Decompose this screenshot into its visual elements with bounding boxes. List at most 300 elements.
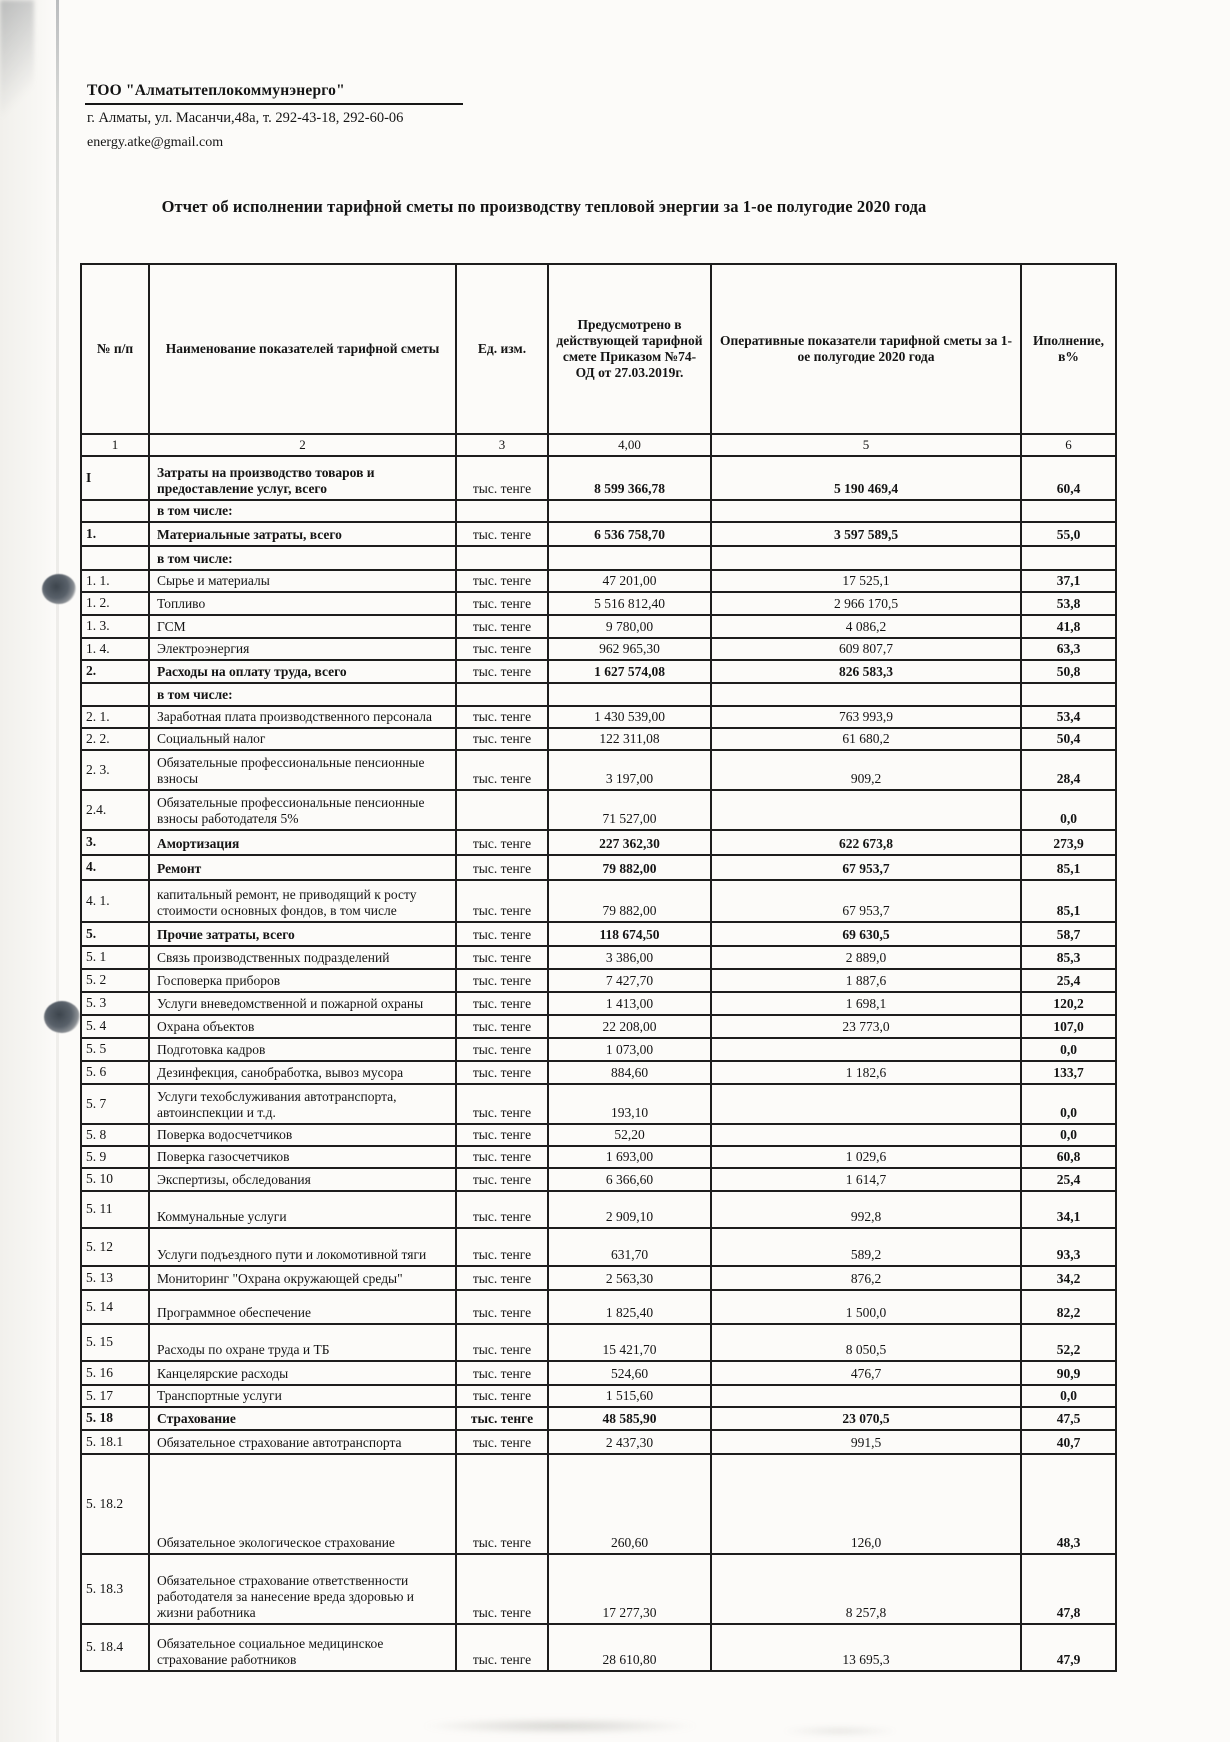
table-row: [81, 790, 1116, 830]
cell-fact: 609 807,7: [711, 638, 1021, 660]
cell-pct: 50,4: [1021, 728, 1116, 750]
cell-unit: тыс. тенге: [456, 456, 548, 500]
cell-name: Услуги вневедомственной и пожарной охраны: [149, 992, 456, 1015]
column-number: 1: [81, 434, 149, 456]
cell-pct: 0,0: [1021, 1084, 1116, 1124]
cell-num: 2. 1.: [81, 706, 149, 728]
cell-name: Прочие затраты, всего: [149, 922, 456, 946]
cell-num: 5. 17: [81, 1385, 149, 1407]
cell-name: Поверка газосчетчиков: [149, 1146, 456, 1168]
cell-num: 5. 14: [81, 1290, 149, 1324]
cell-fact: 992,8: [711, 1191, 1021, 1228]
table-row: [81, 1124, 1116, 1146]
cell-unit: тыс. тенге: [456, 728, 548, 750]
cell-unit: тыс. тенге: [456, 1430, 548, 1454]
col-header-actual: Оперативные показатели тарифной сметы за 1-ое полугодие 2020 года: [711, 264, 1021, 434]
cell-fact: 126,0: [711, 1454, 1021, 1554]
table-row: [81, 922, 1116, 946]
cell-pct: 50,8: [1021, 660, 1116, 683]
col-header-planned: Предусмотрено в действующей тарифной смете Приказом №74-ОД от 27.03.2019г.: [548, 264, 711, 434]
cell-fact: [711, 1084, 1021, 1124]
cell-unit: тыс. тенге: [456, 750, 548, 790]
cell-plan: 3 197,00: [548, 750, 711, 790]
cell-name: Обязательное экологическое страхование: [149, 1454, 456, 1554]
cell-num: 5. 7: [81, 1084, 149, 1124]
cell-plan: 1 413,00: [548, 992, 711, 1015]
cell-unit: тыс. тенге: [456, 1361, 548, 1385]
cell-fact: 61 680,2: [711, 728, 1021, 750]
cell-pct: 47,8: [1021, 1554, 1116, 1624]
cell-name: Охрана объектов: [149, 1015, 456, 1038]
cell-plan: 9 780,00: [548, 615, 711, 638]
table-row: [81, 750, 1116, 790]
table-row: [81, 728, 1116, 750]
cell-unit: тыс. тенге: [456, 638, 548, 660]
cell-plan: 631,70: [548, 1228, 711, 1266]
cell-num: 1. 4.: [81, 638, 149, 660]
table-row: [81, 1266, 1116, 1290]
cell-name: Поверка водосчетчиков: [149, 1124, 456, 1146]
table-row: [81, 969, 1116, 992]
cell-pct: 28,4: [1021, 750, 1116, 790]
cell-fact: 4 086,2: [711, 615, 1021, 638]
cell-name: Программное обеспечение: [149, 1290, 456, 1324]
cell-unit: тыс. тенге: [456, 1554, 548, 1624]
cell-unit: тыс. тенге: [456, 1454, 548, 1554]
cell-name: Дезинфекция, санобработка, вывоз мусора: [149, 1061, 456, 1084]
cell-fact: 8 050,5: [711, 1324, 1021, 1361]
cell-fact: 1 182,6: [711, 1061, 1021, 1084]
cell-unit: тыс. тенге: [456, 830, 548, 855]
column-number-row: [81, 434, 1116, 456]
cell-name: ГСМ: [149, 615, 456, 638]
cell-unit: тыс. тенге: [456, 1228, 548, 1266]
cell-fact: 23 070,5: [711, 1407, 1021, 1430]
table-row: [81, 1407, 1116, 1430]
cell-unit: [456, 683, 548, 706]
cell-name: в том числе:: [149, 546, 456, 570]
cell-pct: 25,4: [1021, 1168, 1116, 1191]
cell-plan: 5 516 812,40: [548, 592, 711, 615]
cell-name: Коммунальные услуги: [149, 1191, 456, 1228]
cell-unit: тыс. тенге: [456, 1407, 548, 1430]
scan-corner-smudge: [0, 0, 34, 140]
table-row: [81, 638, 1116, 660]
cell-unit: тыс. тенге: [456, 969, 548, 992]
cell-plan: 1 693,00: [548, 1146, 711, 1168]
col-header-percent: Иполнение, в%: [1021, 264, 1116, 434]
cell-num: 4.: [81, 855, 149, 880]
cell-fact: 23 773,0: [711, 1015, 1021, 1038]
cell-plan: 15 421,70: [548, 1324, 711, 1361]
header-row: [81, 264, 1116, 434]
cell-plan: 52,20: [548, 1124, 711, 1146]
cell-pct: 60,8: [1021, 1146, 1116, 1168]
cell-fact: [711, 546, 1021, 570]
tariff-report-table: [80, 263, 1117, 1672]
cell-name: Экспертизы, обследования: [149, 1168, 456, 1191]
table-row: [81, 1361, 1116, 1385]
cell-pct: 0,0: [1021, 790, 1116, 830]
cell-name: в том числе:: [149, 683, 456, 706]
table-row: [81, 1084, 1116, 1124]
cell-num: 5. 18.4: [81, 1624, 149, 1671]
table-row: [81, 500, 1116, 522]
cell-num: 5. 3: [81, 992, 149, 1015]
cell-pct: 34,2: [1021, 1266, 1116, 1290]
cell-num: 5. 8: [81, 1124, 149, 1146]
cell-num: [81, 683, 149, 706]
cell-name: Расходы по охране труда и ТБ: [149, 1324, 456, 1361]
cell-unit: тыс. тенге: [456, 1324, 548, 1361]
cell-fact: 763 993,9: [711, 706, 1021, 728]
cell-num: 5. 1: [81, 946, 149, 969]
cell-unit: тыс. тенге: [456, 706, 548, 728]
cell-plan: 48 585,90: [548, 1407, 711, 1430]
cell-unit: тыс. тенге: [456, 1290, 548, 1324]
cell-name: Связь производственных подразделений: [149, 946, 456, 969]
cell-name: Сырье и материалы: [149, 570, 456, 592]
col-header-unit: Ед. изм.: [456, 264, 548, 434]
cell-unit: тыс. тенге: [456, 1061, 548, 1084]
cell-name: Обязательное страхование автотранспорта: [149, 1430, 456, 1454]
cell-num: 5. 4: [81, 1015, 149, 1038]
col-header-name: Наименование показателей тарифной сметы: [149, 264, 456, 434]
table-row: [81, 1385, 1116, 1407]
cell-unit: тыс. тенге: [456, 1146, 548, 1168]
cell-pct: [1021, 683, 1116, 706]
cell-num: 2.: [81, 660, 149, 683]
cell-unit: [456, 500, 548, 522]
cell-unit: тыс. тенге: [456, 592, 548, 615]
company-address: г. Алматы, ул. Масанчи,48а, т. 292-43-18, 292-60-06: [87, 110, 404, 126]
cell-name: Услуги техобслуживания автотранспорта, автоинспекции и т.д.: [149, 1084, 456, 1124]
cell-fact: 1 500,0: [711, 1290, 1021, 1324]
cell-name: Страхование: [149, 1407, 456, 1430]
cell-unit: тыс. тенге: [456, 992, 548, 1015]
cell-pct: 48,3: [1021, 1454, 1116, 1554]
cell-pct: 93,3: [1021, 1228, 1116, 1266]
cell-pct: 85,1: [1021, 855, 1116, 880]
cell-fact: [711, 1385, 1021, 1407]
scan-edge-line: [56, 0, 59, 1742]
cell-pct: 85,3: [1021, 946, 1116, 969]
cell-pct: 25,4: [1021, 969, 1116, 992]
table-row: [81, 1624, 1116, 1671]
cell-num: 5. 16: [81, 1361, 149, 1385]
cell-name: капитальный ремонт, не приводящий к росту стоимости основных фондов, в том числе: [149, 880, 456, 922]
cell-unit: тыс. тенге: [456, 880, 548, 922]
table-row: [81, 546, 1116, 570]
table-row: [81, 1290, 1116, 1324]
cell-plan: 884,60: [548, 1061, 711, 1084]
cell-unit: тыс. тенге: [456, 946, 548, 969]
cell-num: 2. 3.: [81, 750, 149, 790]
cell-plan: 193,10: [548, 1084, 711, 1124]
cell-name: Услуги подъездного пути и локомотивной тяги: [149, 1228, 456, 1266]
cell-fact: 13 695,3: [711, 1624, 1021, 1671]
cell-num: 5.: [81, 922, 149, 946]
cell-num: 5. 6: [81, 1061, 149, 1084]
cell-name: Мониторинг "Охрана окружающей среды": [149, 1266, 456, 1290]
cell-name: Материальные затраты, всего: [149, 522, 456, 546]
cell-num: 5. 10: [81, 1168, 149, 1191]
cell-pct: 60,4: [1021, 456, 1116, 500]
cell-fact: [711, 500, 1021, 522]
cell-pct: 133,7: [1021, 1061, 1116, 1084]
cell-pct: 0,0: [1021, 1385, 1116, 1407]
table-row: [81, 706, 1116, 728]
cell-pct: 107,0: [1021, 1015, 1116, 1038]
cell-plan: 1 073,00: [548, 1038, 711, 1061]
table-row: [81, 660, 1116, 683]
cell-plan: 71 527,00: [548, 790, 711, 830]
scan-bottom-smudge: [780, 1726, 900, 1736]
table-row: [81, 1061, 1116, 1084]
scan-left-margin: [0, 0, 57, 1742]
cell-pct: [1021, 500, 1116, 522]
cell-fact: 876,2: [711, 1266, 1021, 1290]
cell-name: Ремонт: [149, 855, 456, 880]
cell-fact: 3 597 589,5: [711, 522, 1021, 546]
cell-pct: 82,2: [1021, 1290, 1116, 1324]
cell-num: 5. 18.2: [81, 1454, 149, 1554]
cell-unit: тыс. тенге: [456, 1015, 548, 1038]
cell-pct: 85,1: [1021, 880, 1116, 922]
cell-pct: 0,0: [1021, 1038, 1116, 1061]
cell-num: 5. 12: [81, 1228, 149, 1266]
cell-fact: [711, 1038, 1021, 1061]
cell-pct: 273,9: [1021, 830, 1116, 855]
cell-name: Обязательное социальное медицинское страхование работников: [149, 1624, 456, 1671]
table-row: [81, 1168, 1116, 1191]
cell-pct: 47,9: [1021, 1624, 1116, 1671]
cell-unit: тыс. тенге: [456, 615, 548, 638]
cell-unit: тыс. тенге: [456, 1038, 548, 1061]
cell-fact: [711, 683, 1021, 706]
cell-num: 5. 18.1: [81, 1430, 149, 1454]
cell-pct: 41,8: [1021, 615, 1116, 638]
cell-plan: 1 627 574,08: [548, 660, 711, 683]
cell-num: 5. 18.3: [81, 1554, 149, 1624]
cell-name: Топливо: [149, 592, 456, 615]
cell-fact: 826 583,3: [711, 660, 1021, 683]
punch-hole-mark: [42, 574, 76, 604]
cell-plan: 3 386,00: [548, 946, 711, 969]
cell-name: в том числе:: [149, 500, 456, 522]
cell-pct: 58,7: [1021, 922, 1116, 946]
table-row: [81, 1146, 1116, 1168]
cell-unit: тыс. тенге: [456, 1624, 548, 1671]
cell-plan: 1 515,60: [548, 1385, 711, 1407]
col-header-num: № п/п: [81, 264, 149, 434]
cell-num: 2. 2.: [81, 728, 149, 750]
cell-num: 3.: [81, 830, 149, 855]
cell-num: [81, 546, 149, 570]
cell-unit: тыс. тенге: [456, 570, 548, 592]
cell-num: 1. 1.: [81, 570, 149, 592]
cell-plan: 260,60: [548, 1454, 711, 1554]
cell-pct: 90,9: [1021, 1361, 1116, 1385]
cell-num: 1.: [81, 522, 149, 546]
cell-name: Расходы на оплату труда, всего: [149, 660, 456, 683]
cell-pct: 34,1: [1021, 1191, 1116, 1228]
cell-name: Обязательные профессиональные пенсионные взносы работодателя 5%: [149, 790, 456, 830]
cell-fact: 8 257,8: [711, 1554, 1021, 1624]
cell-pct: [1021, 546, 1116, 570]
cell-plan: [548, 683, 711, 706]
table-row: [81, 570, 1116, 592]
cell-name: Обязательные профессиональные пенсионные взносы: [149, 750, 456, 790]
cell-fact: 2 966 170,5: [711, 592, 1021, 615]
cell-unit: тыс. тенге: [456, 660, 548, 683]
table-row: [81, 592, 1116, 615]
cell-unit: тыс. тенге: [456, 1124, 548, 1146]
cell-unit: тыс. тенге: [456, 522, 548, 546]
cell-name: Заработная плата производственного персонала: [149, 706, 456, 728]
table-row: [81, 1430, 1116, 1454]
cell-pct: 52,2: [1021, 1324, 1116, 1361]
table-row: [81, 615, 1116, 638]
cell-num: 5. 15: [81, 1324, 149, 1361]
table-row: [81, 1228, 1116, 1266]
cell-fact: 476,7: [711, 1361, 1021, 1385]
cell-name: Электроэнергия: [149, 638, 456, 660]
punch-hole-mark: [44, 1001, 80, 1033]
cell-plan: 962 965,30: [548, 638, 711, 660]
table-row: [81, 522, 1116, 546]
cell-unit: тыс. тенге: [456, 1168, 548, 1191]
cell-num: 5. 18: [81, 1407, 149, 1430]
cell-num: 5. 5: [81, 1038, 149, 1061]
cell-fact: 622 673,8: [711, 830, 1021, 855]
table-row: [81, 880, 1116, 922]
cell-num: I: [81, 456, 149, 500]
cell-unit: тыс. тенге: [456, 1084, 548, 1124]
cell-num: 4. 1.: [81, 880, 149, 922]
column-number: 6: [1021, 434, 1116, 456]
cell-unit: тыс. тенге: [456, 855, 548, 880]
table-row: [81, 683, 1116, 706]
cell-num: 2.4.: [81, 790, 149, 830]
cell-unit: [456, 546, 548, 570]
cell-name: Подготовка кадров: [149, 1038, 456, 1061]
cell-pct: 53,8: [1021, 592, 1116, 615]
cell-plan: 227 362,30: [548, 830, 711, 855]
cell-pct: 40,7: [1021, 1430, 1116, 1454]
table-row: [81, 456, 1116, 500]
company-email: energy.atke@gmail.com: [87, 135, 224, 150]
cell-pct: 53,4: [1021, 706, 1116, 728]
cell-plan: 47 201,00: [548, 570, 711, 592]
cell-unit: тыс. тенге: [456, 922, 548, 946]
cell-plan: [548, 546, 711, 570]
table-row: [81, 1324, 1116, 1361]
cell-name: Госповерка приборов: [149, 969, 456, 992]
cell-pct: 0,0: [1021, 1124, 1116, 1146]
table-row: [81, 1191, 1116, 1228]
cell-name: Канцелярские расходы: [149, 1361, 456, 1385]
table-row: [81, 946, 1116, 969]
cell-fact: [711, 1124, 1021, 1146]
cell-fact: 67 953,7: [711, 880, 1021, 922]
cell-fact: 67 953,7: [711, 855, 1021, 880]
cell-plan: 79 882,00: [548, 880, 711, 922]
cell-plan: 1 825,40: [548, 1290, 711, 1324]
cell-pct: 120,2: [1021, 992, 1116, 1015]
cell-pct: 37,1: [1021, 570, 1116, 592]
table-row: [81, 992, 1116, 1015]
company-name: ТОО "Алматытеплокоммунэнерго": [85, 82, 463, 105]
cell-num: 5. 2: [81, 969, 149, 992]
table-body: [81, 456, 1116, 1671]
table-row: [81, 830, 1116, 855]
cell-unit: тыс. тенге: [456, 1191, 548, 1228]
table-row: [81, 1554, 1116, 1624]
column-number: 5: [711, 434, 1021, 456]
column-number: 3: [456, 434, 548, 456]
cell-fact: [711, 790, 1021, 830]
cell-num: 5. 9: [81, 1146, 149, 1168]
cell-plan: 17 277,30: [548, 1554, 711, 1624]
cell-pct: 63,3: [1021, 638, 1116, 660]
cell-plan: 22 208,00: [548, 1015, 711, 1038]
cell-plan: 1 430 539,00: [548, 706, 711, 728]
cell-fact: 1 698,1: [711, 992, 1021, 1015]
report-title: Отчет об исполнении тарифной сметы по производству тепловой энергии за 1-ое полугодие 2020 года: [161, 197, 927, 216]
cell-plan: 28 610,80: [548, 1624, 711, 1671]
cell-plan: 122 311,08: [548, 728, 711, 750]
cell-fact: 589,2: [711, 1228, 1021, 1266]
cell-pct: 47,5: [1021, 1407, 1116, 1430]
table-row: [81, 1454, 1116, 1554]
cell-fact: 1 887,6: [711, 969, 1021, 992]
letterhead: [85, 82, 463, 151]
cell-unit: тыс. тенге: [456, 1385, 548, 1407]
scan-bottom-smudge: [420, 1718, 700, 1734]
cell-num: [81, 500, 149, 522]
column-number: 2: [149, 434, 456, 456]
cell-plan: 8 599 366,78: [548, 456, 711, 500]
cell-fact: 909,2: [711, 750, 1021, 790]
cell-num: 5. 13: [81, 1266, 149, 1290]
cell-fact: 991,5: [711, 1430, 1021, 1454]
table-row: [81, 1038, 1116, 1061]
cell-plan: 7 427,70: [548, 969, 711, 992]
cell-plan: 2 909,10: [548, 1191, 711, 1228]
cell-plan: [548, 500, 711, 522]
column-number: 4,00: [548, 434, 711, 456]
cell-num: 1. 2.: [81, 592, 149, 615]
cell-fact: 1 029,6: [711, 1146, 1021, 1168]
cell-fact: 1 614,7: [711, 1168, 1021, 1191]
cell-plan: 79 882,00: [548, 855, 711, 880]
cell-num: 5. 11: [81, 1191, 149, 1228]
cell-plan: 118 674,50: [548, 922, 711, 946]
cell-unit: тыс. тенге: [456, 1266, 548, 1290]
cell-fact: 5 190 469,4: [711, 456, 1021, 500]
cell-plan: 524,60: [548, 1361, 711, 1385]
cell-plan: 2 563,30: [548, 1266, 711, 1290]
cell-fact: 2 889,0: [711, 946, 1021, 969]
table-header: [81, 264, 1116, 456]
table-row: [81, 1015, 1116, 1038]
cell-name: Обязательное страхование ответственности работодателя за нанесение вреда здоровью и жизни работника: [149, 1554, 456, 1624]
cell-name: Социальный налог: [149, 728, 456, 750]
cell-pct: 55,0: [1021, 522, 1116, 546]
cell-name: Затраты на производство товаров и предоставление услуг, всего: [149, 456, 456, 500]
cell-plan: 6 536 758,70: [548, 522, 711, 546]
